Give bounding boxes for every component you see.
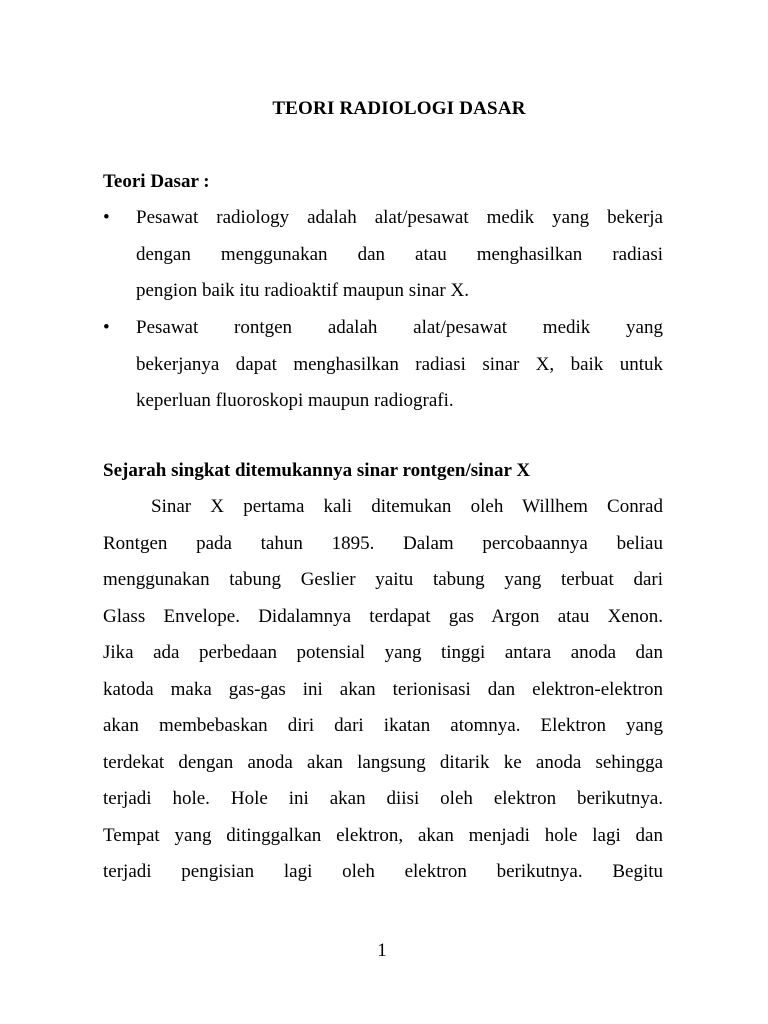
bullet-1-line-2: dengan menggunakan dan atau menghasilkan radiasi	[136, 243, 663, 265]
paragraph-line: terjadi pengisian lagi oleh elektron berikutnya. Begitu	[103, 861, 663, 882]
bullet-1-line-3: pengion baik itu radioaktif maupun sinar X.	[136, 280, 469, 301]
paragraph-line: akan membebaskan diri dari ikatan atomnya. Elektron yang	[103, 715, 663, 736]
bullet-2-line-3: keperluan fluoroskopi maupun radiografi.	[136, 390, 454, 411]
bullet-2-line-2: bekerjanya dapat menghasilkan radiasi sinar X, baik untuk	[136, 353, 663, 375]
bullet-1-line-1: Pesawat radiology adalah alat/pesawat medik yang bekerja	[136, 207, 663, 228]
bullet-item-2	[103, 310, 663, 420]
bullet-icon: •	[103, 207, 110, 228]
bullet-item-1	[103, 200, 663, 310]
section-heading-sejarah: Sejarah singkat ditemukannya sinar rontgen/sinar X	[103, 460, 531, 481]
bullet-2-line-1: Pesawat rontgen adalah alat/pesawat medik yang	[136, 317, 663, 338]
paragraph-line: Rontgen pada tahun 1895. Dalam percobaannya beliau	[103, 532, 663, 554]
bullet-icon: •	[103, 317, 110, 338]
paragraph-line: katoda maka gas-gas ini akan terionisasi dan elektron-elektron	[103, 678, 663, 700]
section-heading-teori-dasar: Teori Dasar :	[103, 171, 210, 192]
paragraph-line: terdekat dengan anoda akan langsung ditarik ke anoda sehingga	[103, 751, 663, 773]
paragraph-line: Tempat yang ditinggalkan elektron, akan menjadi hole lagi dan	[103, 824, 663, 846]
history-paragraph	[103, 489, 663, 891]
paragraph-line: Sinar X pertama kali ditemukan oleh Willhem Conrad	[151, 496, 663, 517]
page-number: 1	[377, 940, 387, 961]
paragraph-line: menggunakan tabung Geslier yaitu tabung yang terbuat dari	[103, 569, 663, 590]
paragraph-line: terjadi hole. Hole ini akan diisi oleh elektron berikutnya.	[103, 788, 663, 809]
paragraph-line: Glass Envelope. Didalamnya terdapat gas Argon atau Xenon.	[103, 605, 663, 627]
paragraph-line: Jika ada perbedaan potensial yang tinggi antara anoda dan	[103, 642, 663, 663]
document-title: TEORI RADIOLOGI DASAR	[272, 98, 526, 119]
